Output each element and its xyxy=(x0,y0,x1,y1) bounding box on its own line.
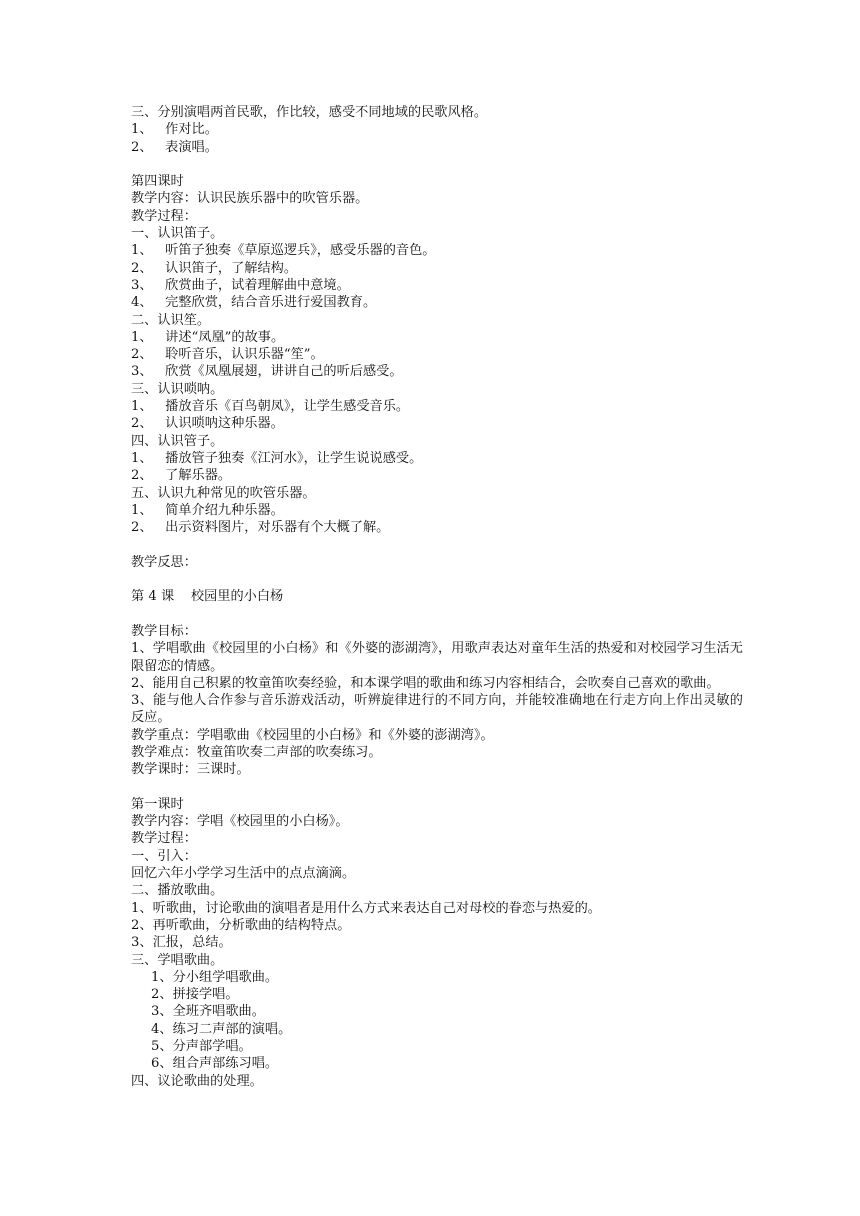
list-item: 2、 认识笛子，了解结构。 xyxy=(131,260,298,276)
list-item: 2、 表演唱。 xyxy=(131,139,218,155)
text-line: 四、议论歌曲的处理。 xyxy=(131,1073,263,1089)
list-item: 1、 作对比。 xyxy=(131,122,218,138)
blank-line xyxy=(131,606,743,623)
text-line: 一、认识笛子。 xyxy=(131,226,224,242)
text-line: 教学目标： xyxy=(131,623,197,639)
list-item: 5、分声部学唱。 xyxy=(151,1039,252,1055)
list-item: 2、拼接学唱。 xyxy=(151,987,239,1003)
text-line: 教学反思： xyxy=(131,554,197,570)
text-line: 教学难点：牧童笛吹奏二声部的吹奏练习。 xyxy=(131,744,382,760)
blank-line xyxy=(131,571,743,588)
text-line: 教学课时：三课时。 xyxy=(131,762,250,778)
objective-paragraph: 1、学唱歌曲《校园里的小白杨》和《外婆的澎湖湾》，用歌声表达对童年生活的热爱和对校园学习生活无限留恋的情感。 xyxy=(131,641,743,674)
list-item: 1、 听笛子独奏《草原巡逻兵》，感受乐器的音色。 xyxy=(131,243,436,259)
list-item: 3、 欣赏《凤凰展翅，讲讲自己的听后感受。 xyxy=(131,364,403,380)
list-item: 2、 认识唢呐这种乐器。 xyxy=(131,416,284,432)
list-item: 3、全班齐唱歌曲。 xyxy=(151,1004,265,1020)
text-line: 回忆六年小学学习生活中的点点滴滴。 xyxy=(131,866,356,882)
list-item: 2、 出示资料图片，对乐器有个大概了解。 xyxy=(131,520,390,536)
objective-paragraph: 2、能用自己积累的牧童笛吹奏经验，和本课学唱的歌曲和练习内容相结合，会吹奏自己喜欢的歌曲。 xyxy=(131,675,720,691)
document-body xyxy=(131,104,743,1090)
blank-line xyxy=(131,536,743,553)
section-heading: 第四课时 xyxy=(131,174,184,190)
list-item: 2、再听歌曲，分析歌曲的结构特点。 xyxy=(131,917,351,933)
text-line: 三、分别演唱两首民歌，作比较，感受不同地域的民歌风格。 xyxy=(131,105,488,120)
text-line: 教学重点：学唱歌曲《校园里的小白杨》和《外婆的澎湖湾》。 xyxy=(131,727,494,743)
blank-line xyxy=(131,779,743,796)
text-line: 四、认识管子。 xyxy=(131,433,224,449)
text-line: 教学过程： xyxy=(131,208,197,224)
lesson-title: 第 4 课 校园里的小白杨 xyxy=(131,589,284,605)
list-item: 2、 聆听音乐，认识乐器“笙”。 xyxy=(131,347,324,363)
text-line: 教学内容：认识民族乐器中的吹管乐器。 xyxy=(131,191,369,207)
section-heading: 第一课时 xyxy=(131,796,184,812)
text-line: 教学过程： xyxy=(131,831,197,847)
text-line: 三、认识唢呐。 xyxy=(131,381,224,397)
list-item: 3、汇报，总结。 xyxy=(131,935,232,951)
text-line: 一、引入： xyxy=(131,848,197,864)
list-item: 1、 简单介绍九种乐器。 xyxy=(131,502,284,518)
list-item: 4、练习二声部的演唱。 xyxy=(151,1021,292,1037)
objective-paragraph: 3、能与他人合作参与音乐游戏活动，听辨旋律进行的不同方向，并能较准确地在行走方向上作出灵敏的反应。 xyxy=(131,693,743,726)
text-line: 三、学唱歌曲。 xyxy=(131,952,224,968)
list-item: 6、组合声部练习唱。 xyxy=(151,1056,279,1072)
text-line: 二、播放歌曲。 xyxy=(131,883,224,899)
text-line: 五、认识九种常见的吹管乐器。 xyxy=(131,485,316,501)
list-item: 1、 讲述“凤凰”的故事。 xyxy=(131,329,285,345)
blank-line xyxy=(131,156,743,173)
list-item: 3、 欣赏曲子，试着理解曲中意境。 xyxy=(131,277,350,293)
text-line: 教学内容：学唱《校园里的小白杨》。 xyxy=(131,814,349,830)
list-item: 1、 播放管子独奏《江河水》，让学生说说感受。 xyxy=(131,450,423,466)
list-item: 2、 了解乐器。 xyxy=(131,468,232,484)
list-item: 1、分小组学唱歌曲。 xyxy=(151,969,279,985)
text-line: 二、认识笙。 xyxy=(131,312,211,328)
list-item: 1、听歌曲，讨论歌曲的演唱者是用什么方式来表达自己对母校的眷恋与热爱的。 xyxy=(131,900,601,916)
list-item: 4、 完整欣赏，结合音乐进行爱国教育。 xyxy=(131,295,377,311)
list-item: 1、 播放音乐《百鸟朝凤》，让学生感受音乐。 xyxy=(131,399,410,415)
